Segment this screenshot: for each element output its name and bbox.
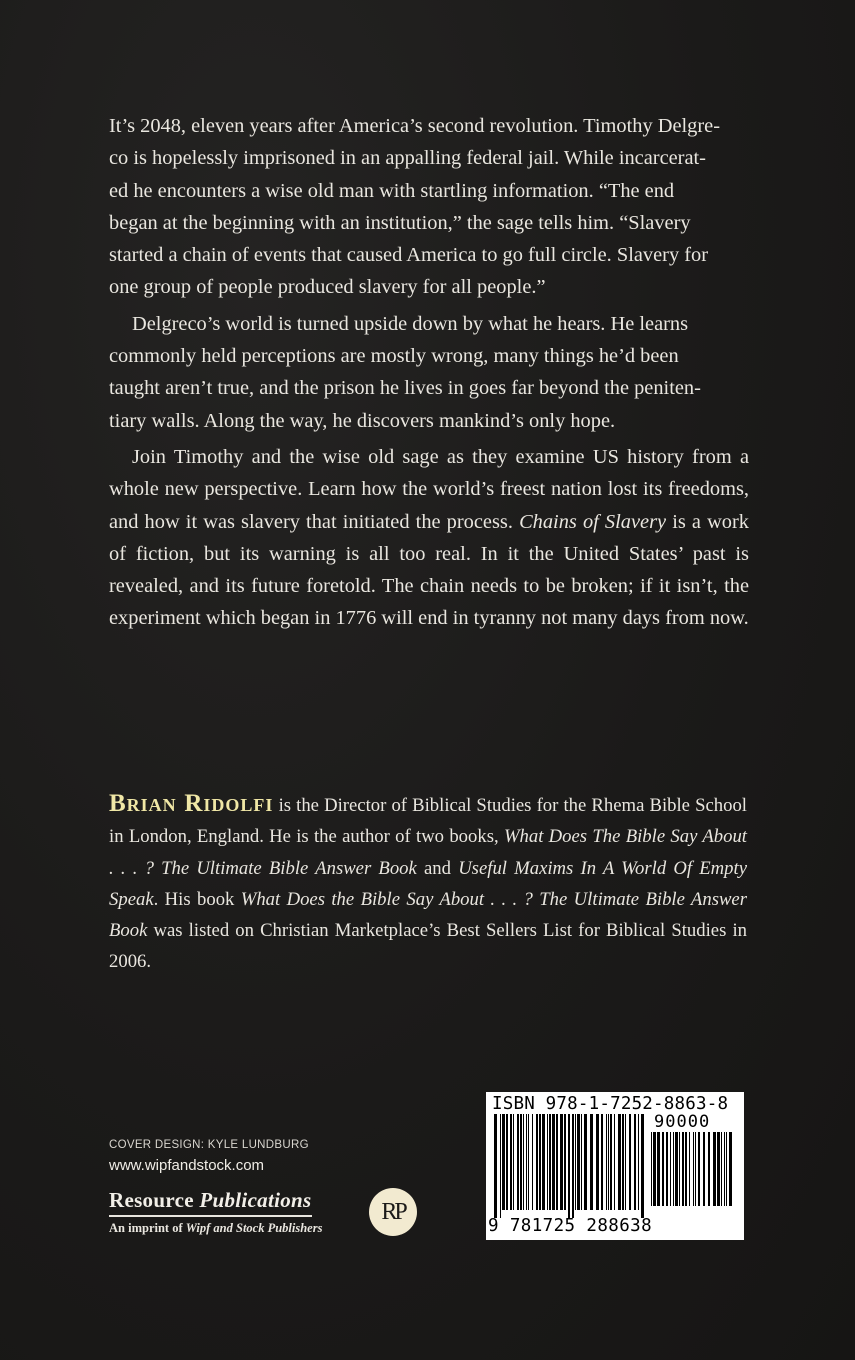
author-name: Brian Ridolfi: [109, 790, 274, 817]
imprint-publisher: Wipf and Stock Publishers: [185, 1221, 323, 1235]
blurb-line: began at the beginning with an institution,” the sage tells him. “Slavery: [109, 211, 691, 234]
book-title: Chains of Slavery: [519, 510, 667, 533]
book-title: What Does the Bible Say About . . . ? The Ultimate Bible Answer Book: [109, 888, 747, 942]
blurb-line: commonly held perceptions are mostly wrong, many things he’d been: [109, 345, 679, 368]
website-link[interactable]: www.wipfandstock.com: [109, 1157, 265, 1174]
publisher-name-part: Resource: [109, 1188, 194, 1212]
credits: [109, 1139, 309, 1174]
blurb-line: ed he encounters a wise old man with startling information. “The end: [109, 179, 675, 202]
blurb-line: taught aren’t true, and the prison he lives in goes far beyond the peniten-: [109, 377, 701, 400]
bio-text: . His book: [153, 888, 235, 910]
publisher-name-part: Publications: [199, 1188, 312, 1212]
price-addon-code: 90000: [654, 1112, 711, 1132]
publisher-logo: [109, 1188, 429, 1248]
blurb-text: is a work of fiction, but its warning is all too real. In it the United States’ past is revealed, and its future foretold. The chain needs to be broken; if it isn’t, the experiment which began in 1776 will end in tyranny not many days from now.: [109, 510, 749, 630]
imprint-text: An imprint of: [109, 1221, 183, 1235]
bio-text: and: [424, 857, 451, 879]
book-blurb: [109, 110, 749, 639]
blurb-line: one group of people produced slavery for all people.”: [109, 276, 546, 299]
blurb-paragraph-3: [109, 441, 749, 635]
blurb-text: Join Timothy and the wise old sage as they examine US history from a whole new perspective. Learn how the world’s freest nation lost its freedoms, and how it was slavery that initiated the process.: [109, 445, 749, 533]
ean-digits: 9 781725 288638: [488, 1216, 653, 1236]
cover-design-credit: COVER DESIGN: KYLE LUNDBURG: [109, 1139, 309, 1151]
rp-seal-icon: RP: [369, 1188, 417, 1236]
blurb-paragraph-1: [109, 110, 749, 304]
blurb-line: started a chain of events that caused America to go full circle. Slavery for: [109, 244, 709, 267]
addon-barcode-bars: [651, 1132, 735, 1214]
author-bio: [109, 788, 747, 978]
blurb-line: tiary walls. Along the way, he discovers mankind’s only hope.: [109, 409, 616, 432]
book-title: What Does The Bible Say About . . . ? The Ultimate Bible Answer Book: [109, 826, 747, 879]
blurb-line: Delgreco’s world is turned upside down by what he hears. He learns: [132, 312, 689, 335]
blurb-paragraph-2: [109, 308, 749, 437]
isbn-barcode: [486, 1092, 744, 1240]
isbn-label: ISBN 978-1-7252-8863-8: [492, 1094, 729, 1114]
publisher-name: [109, 1188, 312, 1217]
bio-text: was listed on Christian Marketplace’s Best Sellers List for Biblical Studies in 2006.: [109, 920, 747, 973]
bio-text: is the Director of Biblical Studies for the Rhema Bible School in London, England. He is the author of two books,: [109, 795, 747, 848]
book-title: Useful Maxims In A World Of Empty Speak: [109, 857, 747, 910]
blurb-line: It’s 2048, eleven years after America’s second revolution. Timothy Delgre-: [109, 115, 721, 137]
ean-barcode-bars: [494, 1114, 646, 1218]
blurb-line: co is hopelessly imprisoned in an appalling federal jail. While incarcerat-: [109, 147, 706, 170]
